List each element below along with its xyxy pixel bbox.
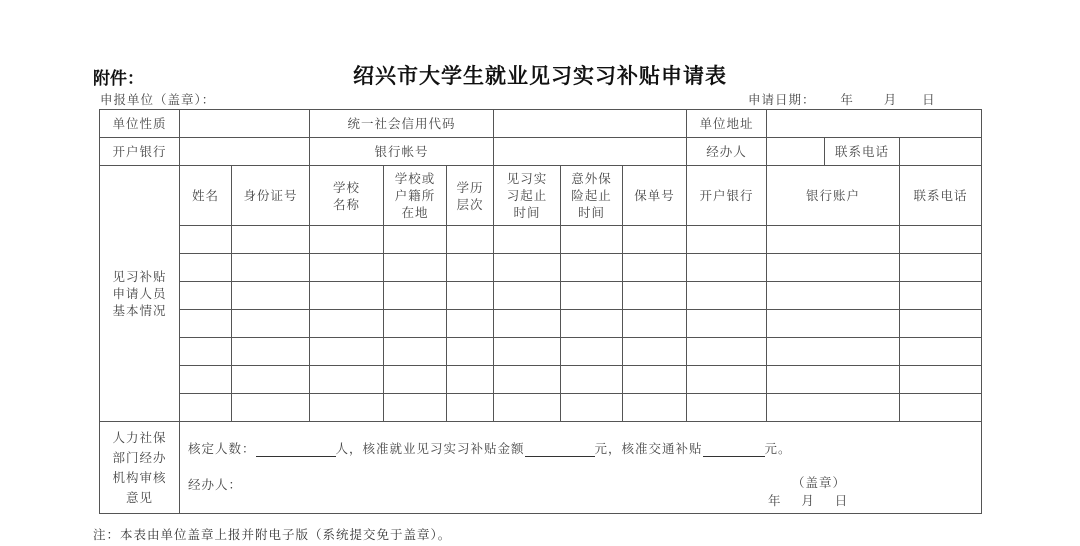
review-content — [180, 422, 982, 514]
bank-field[interactable] — [180, 138, 310, 166]
table-cell[interactable] — [494, 338, 561, 366]
bank-label: 开户银行 — [100, 138, 180, 166]
table-row — [100, 394, 982, 422]
table-cell[interactable] — [767, 338, 900, 366]
table-cell[interactable] — [384, 310, 447, 338]
table-cell[interactable] — [767, 310, 900, 338]
table-cell[interactable] — [561, 226, 623, 254]
table-cell[interactable] — [384, 394, 447, 422]
handler-field[interactable] — [767, 138, 825, 166]
table-cell[interactable] — [310, 226, 384, 254]
table-cell[interactable] — [623, 226, 687, 254]
unit-nature-field[interactable] — [180, 110, 310, 138]
table-cell[interactable] — [232, 366, 310, 394]
table-cell[interactable] — [384, 254, 447, 282]
table-cell[interactable] — [561, 394, 623, 422]
table-cell[interactable] — [447, 394, 494, 422]
table-row — [100, 310, 982, 338]
table-cell[interactable] — [180, 338, 232, 366]
review-section-text: 人力社保部门经办机构审核意见 — [112, 429, 167, 505]
table-cell[interactable] — [494, 282, 561, 310]
internship-subsidy-amount-field[interactable] — [525, 442, 595, 457]
table-cell[interactable] — [623, 282, 687, 310]
person-unit-text: 人，核准就业见习实习补贴金额 — [335, 441, 525, 456]
yuan-end-text: 元。 — [764, 441, 792, 456]
footnote: 注：本表由单位盖章上报并附电子版（系统提交免于盖章）。 — [93, 527, 452, 542]
table-cell[interactable] — [623, 310, 687, 338]
table-cell[interactable] — [561, 338, 623, 366]
table-cell[interactable] — [447, 366, 494, 394]
table-cell[interactable] — [561, 310, 623, 338]
application-form-table — [99, 109, 982, 514]
phone-label: 联系电话 — [825, 138, 900, 166]
table-cell[interactable] — [494, 366, 561, 394]
table-cell[interactable] — [180, 366, 232, 394]
transport-subsidy-amount-field[interactable] — [703, 442, 765, 457]
table-cell[interactable] — [494, 394, 561, 422]
table-cell[interactable] — [310, 254, 384, 282]
table-cell[interactable] — [687, 338, 767, 366]
table-cell[interactable] — [687, 254, 767, 282]
table-cell[interactable] — [310, 394, 384, 422]
table-cell[interactable] — [384, 282, 447, 310]
review-approval-line — [188, 440, 792, 457]
table-row — [100, 226, 982, 254]
table-cell[interactable] — [180, 282, 232, 310]
approved-count-label: 核定人数： — [188, 441, 256, 456]
table-cell[interactable] — [180, 310, 232, 338]
table-cell[interactable] — [310, 338, 384, 366]
approved-count-field[interactable] — [256, 442, 336, 457]
handler-label: 经办人 — [687, 138, 767, 166]
unit-address-label: 单位地址 — [687, 110, 767, 138]
table-cell[interactable] — [900, 394, 982, 422]
table-cell[interactable] — [561, 366, 623, 394]
table-cell[interactable] — [687, 282, 767, 310]
unit-nature-label: 单位性质 — [100, 110, 180, 138]
table-cell[interactable] — [447, 254, 494, 282]
table-cell[interactable] — [623, 394, 687, 422]
table-cell[interactable] — [384, 226, 447, 254]
table-cell[interactable] — [900, 254, 982, 282]
application-date-label: 申请日期： 年 月 日 — [748, 92, 936, 107]
table-cell[interactable] — [447, 338, 494, 366]
table-cell[interactable] — [561, 282, 623, 310]
attachment-label: 附件： — [93, 69, 144, 89]
review-row — [100, 422, 982, 514]
table-cell[interactable] — [900, 310, 982, 338]
unit-info-row — [100, 110, 982, 138]
review-date-label: 年 月 日 — [768, 493, 849, 508]
table-cell[interactable] — [767, 394, 900, 422]
applicant-unit-label: 申报单位（盖章）： — [100, 92, 216, 107]
table-cell[interactable] — [623, 366, 687, 394]
applicant-section-label — [100, 166, 180, 422]
table-cell[interactable] — [494, 254, 561, 282]
review-seal-label: （盖章） — [792, 475, 847, 490]
credit-code-label: 统一社会信用代码 — [310, 110, 494, 138]
table-cell[interactable] — [310, 282, 384, 310]
table-row — [100, 254, 982, 282]
table-cell[interactable] — [447, 226, 494, 254]
col-header-education: 学历层次 — [456, 179, 484, 212]
table-cell[interactable] — [384, 366, 447, 394]
col-header-insurance-period: 意外保险起止时间 — [571, 171, 612, 220]
table-cell[interactable] — [767, 226, 900, 254]
table-row — [100, 366, 982, 394]
page-title: 绍兴市大学生就业见习实习补贴申请表 — [353, 64, 727, 88]
table-cell[interactable] — [232, 226, 310, 254]
col-header-name: 姓名 — [180, 166, 232, 226]
col-header-school-location: 学校或户籍所在地 — [394, 171, 436, 220]
col-header-internship-period: 见习实习起止时间 — [506, 171, 548, 220]
table-cell[interactable] — [232, 282, 310, 310]
table-cell[interactable] — [687, 310, 767, 338]
table-cell[interactable] — [494, 310, 561, 338]
table-cell[interactable] — [623, 338, 687, 366]
table-row — [100, 282, 982, 310]
col-header-id-number: 身份证号 — [232, 166, 310, 226]
table-cell[interactable] — [232, 394, 310, 422]
table-cell[interactable] — [687, 366, 767, 394]
applicant-section-text: 见习补贴申请人员基本情况 — [112, 269, 167, 318]
table-cell[interactable] — [687, 394, 767, 422]
table-row — [100, 338, 982, 366]
table-cell[interactable] — [494, 226, 561, 254]
table-cell[interactable] — [180, 226, 232, 254]
table-cell[interactable] — [180, 254, 232, 282]
table-cell[interactable] — [447, 282, 494, 310]
table-cell[interactable] — [900, 226, 982, 254]
col-header-bank-account: 银行账户 — [767, 166, 900, 226]
table-cell[interactable] — [310, 310, 384, 338]
col-header-school: 学校名称 — [332, 179, 360, 212]
col-header-policy-number: 保单号 — [623, 166, 687, 226]
col-header-phone: 联系电话 — [900, 166, 982, 226]
unit-address-field[interactable] — [767, 110, 982, 138]
table-cell[interactable] — [561, 254, 623, 282]
table-cell[interactable] — [767, 282, 900, 310]
table-cell[interactable] — [900, 282, 982, 310]
applicant-header-row — [100, 166, 982, 226]
table-cell[interactable] — [232, 338, 310, 366]
phone-field[interactable] — [900, 138, 982, 166]
table-cell[interactable] — [900, 366, 982, 394]
table-cell[interactable] — [687, 226, 767, 254]
bank-info-row — [100, 138, 982, 166]
table-cell[interactable] — [623, 254, 687, 282]
table-cell[interactable] — [310, 366, 384, 394]
table-cell[interactable] — [232, 254, 310, 282]
table-cell[interactable] — [447, 310, 494, 338]
col-header-bank: 开户银行 — [687, 166, 767, 226]
review-handler-label: 经办人： — [188, 477, 243, 492]
account-number-field[interactable] — [494, 138, 687, 166]
credit-code-field[interactable] — [494, 110, 687, 138]
table-cell[interactable] — [767, 254, 900, 282]
table-cell[interactable] — [900, 338, 982, 366]
table-cell[interactable] — [180, 394, 232, 422]
account-number-label: 银行帐号 — [310, 138, 494, 166]
table-cell[interactable] — [767, 366, 900, 394]
table-cell[interactable] — [384, 338, 447, 366]
review-section-label — [100, 422, 180, 514]
yuan-mid-text: 元，核准交通补贴 — [594, 441, 703, 456]
table-cell[interactable] — [232, 310, 310, 338]
